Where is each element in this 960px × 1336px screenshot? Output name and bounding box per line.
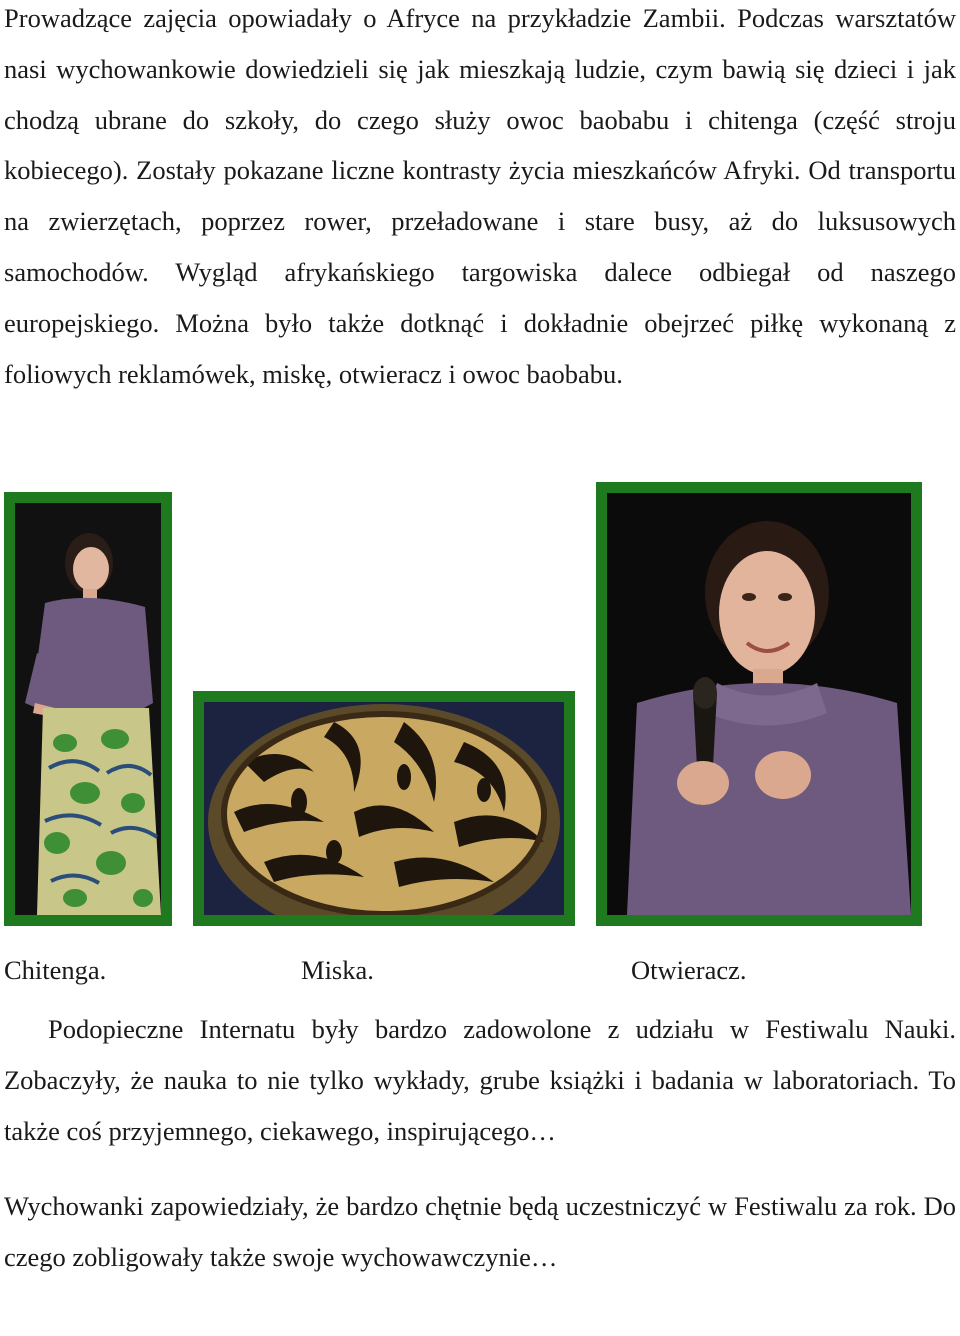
bowl-illustration bbox=[204, 702, 564, 915]
otwieracz-photo bbox=[596, 482, 922, 926]
closing-paragraph: Wychowanki zapowiedziały, że bardzo chętnie będą uczestniczyć w Festiwalu za rok. Do czego zobligowały także swoje wychowawczynie… bbox=[4, 1191, 956, 1272]
opener-illustration bbox=[607, 493, 911, 915]
chitenga-caption: Chitenga. bbox=[4, 955, 107, 985]
otwieracz-caption: Otwieracz. bbox=[631, 955, 747, 985]
miska-caption: Miska. bbox=[301, 955, 374, 985]
summary-paragraph: Podopieczne Internatu były bardzo zadowolone z udziału w Festiwalu Nauki. Zobaczyły, że nauka to nie tylko wykłady, grube książki i badania w laboratoriach. To także coś przyjemnego, ciekawego, inspirującego… bbox=[4, 1014, 956, 1146]
miska-photo bbox=[193, 691, 575, 926]
intro-paragraph: Prowadzące zajęcia opowiadały o Afryce na przykładzie Zambii. Podczas warsztatów nasi wychowankowie dowiedzieli się jak mieszkają ludzie, czym bawią się dzieci i jak chodzą ubrane do szkoły, do czego służy owoc baobabu i chitenga (część stroju kobiecego). Zostały pokazane liczne kontrasty życia mieszkańców Afryki. Od transportu na zwierzętach, poprzez rower, przeładowane i stare busy, aż do luksusowych samochodów. Wygląd afrykańskiego targowiska dalece odbiegał od naszego europejskiego. Można było także dotknąć i dokładnie obejrzeć piłkę wykonaną z foliowych reklamówek, miskę, otwieracz i owoc baobabu. bbox=[4, 3, 956, 389]
chitenga-photo bbox=[4, 492, 172, 926]
chitenga-illustration bbox=[15, 503, 161, 915]
